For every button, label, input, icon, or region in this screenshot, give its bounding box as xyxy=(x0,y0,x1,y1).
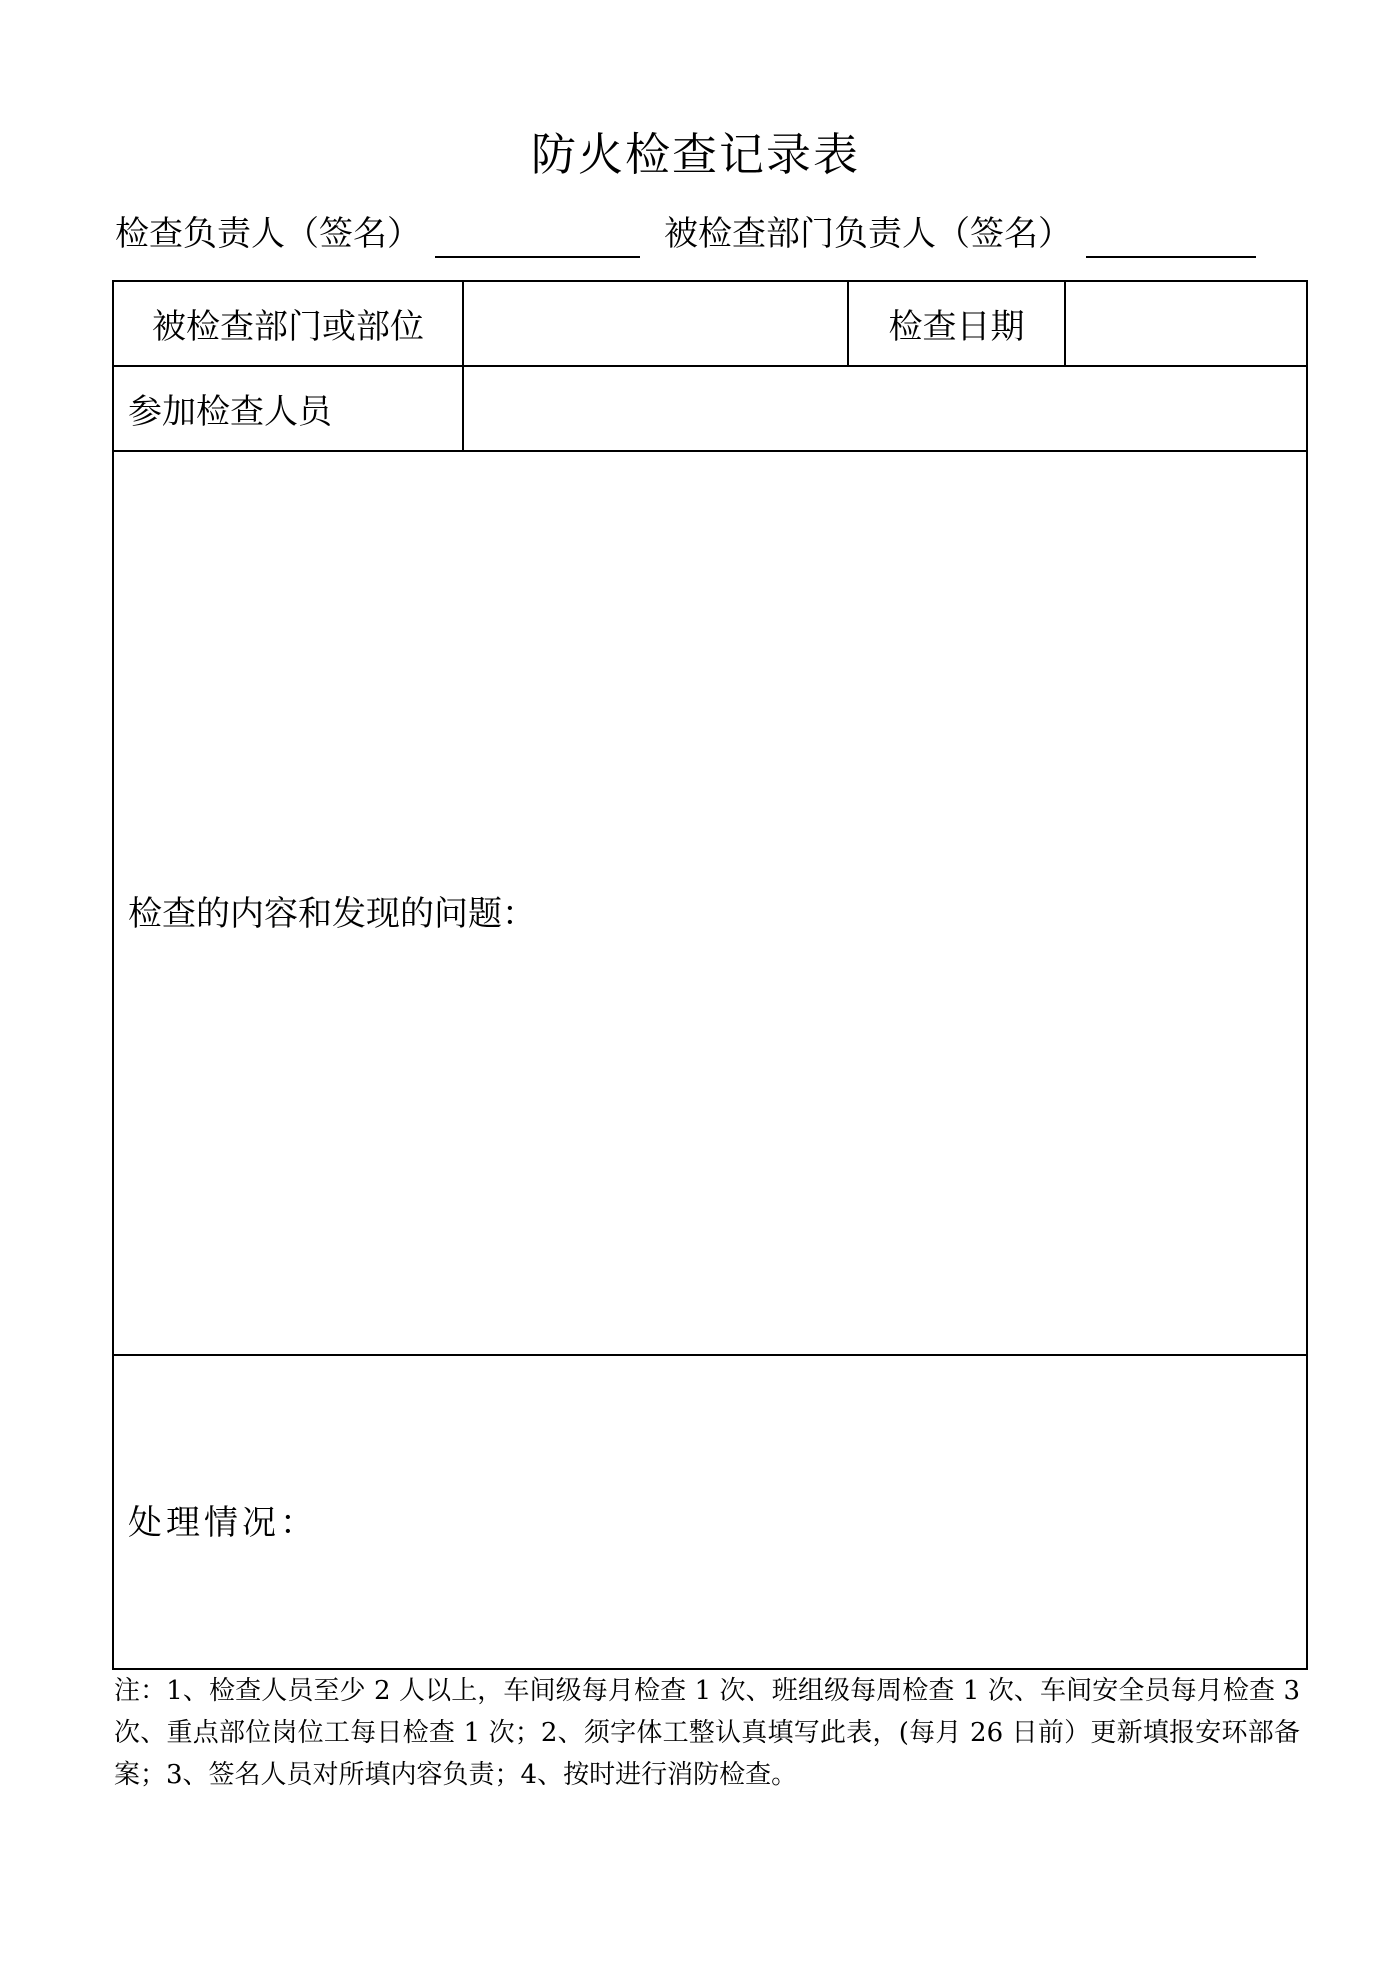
form-title: 防火检查记录表 xyxy=(530,128,860,181)
date-field[interactable] xyxy=(1065,281,1307,366)
dept-field[interactable] xyxy=(463,281,848,366)
dept-label: 被检查部门或部位 xyxy=(113,281,463,366)
date-label: 检查日期 xyxy=(848,281,1065,366)
table-row xyxy=(113,281,1307,366)
table-row xyxy=(113,451,1307,1355)
footnote: 注：1、检查人员至少 2 人以上，车间级每月检查 1 次、班组级每周检查 1 次、车间安全员每月检查 3 次、重点部位岗位工每日检查 1 次；2、须字体工整认真填写此表，(每月 26 日前）更新填报安环部备案；3、签名人员对所填内容负责；4、按时进行消防检查。 xyxy=(114,1676,1300,1790)
content-section[interactable] xyxy=(113,451,1307,1355)
dept-head-signature-field[interactable] xyxy=(1086,216,1256,258)
participants-label: 参加检查人员 xyxy=(113,366,463,451)
table-row xyxy=(113,1355,1307,1669)
handling-section[interactable] xyxy=(113,1355,1307,1669)
table-row xyxy=(113,366,1307,451)
dept-head-signature-label: 被检查部门负责人（签名） xyxy=(664,214,1072,254)
content-label: 检查的内容和发现的问题： xyxy=(128,894,536,934)
inspection-form-table xyxy=(112,280,1308,1670)
handling-label: 处理情况： xyxy=(128,1503,318,1543)
inspector-signature-label: 检查负责人（签名） xyxy=(115,214,421,254)
inspector-signature-field[interactable] xyxy=(435,216,640,258)
signature-row xyxy=(115,210,1256,258)
participants-field[interactable] xyxy=(463,366,1307,451)
